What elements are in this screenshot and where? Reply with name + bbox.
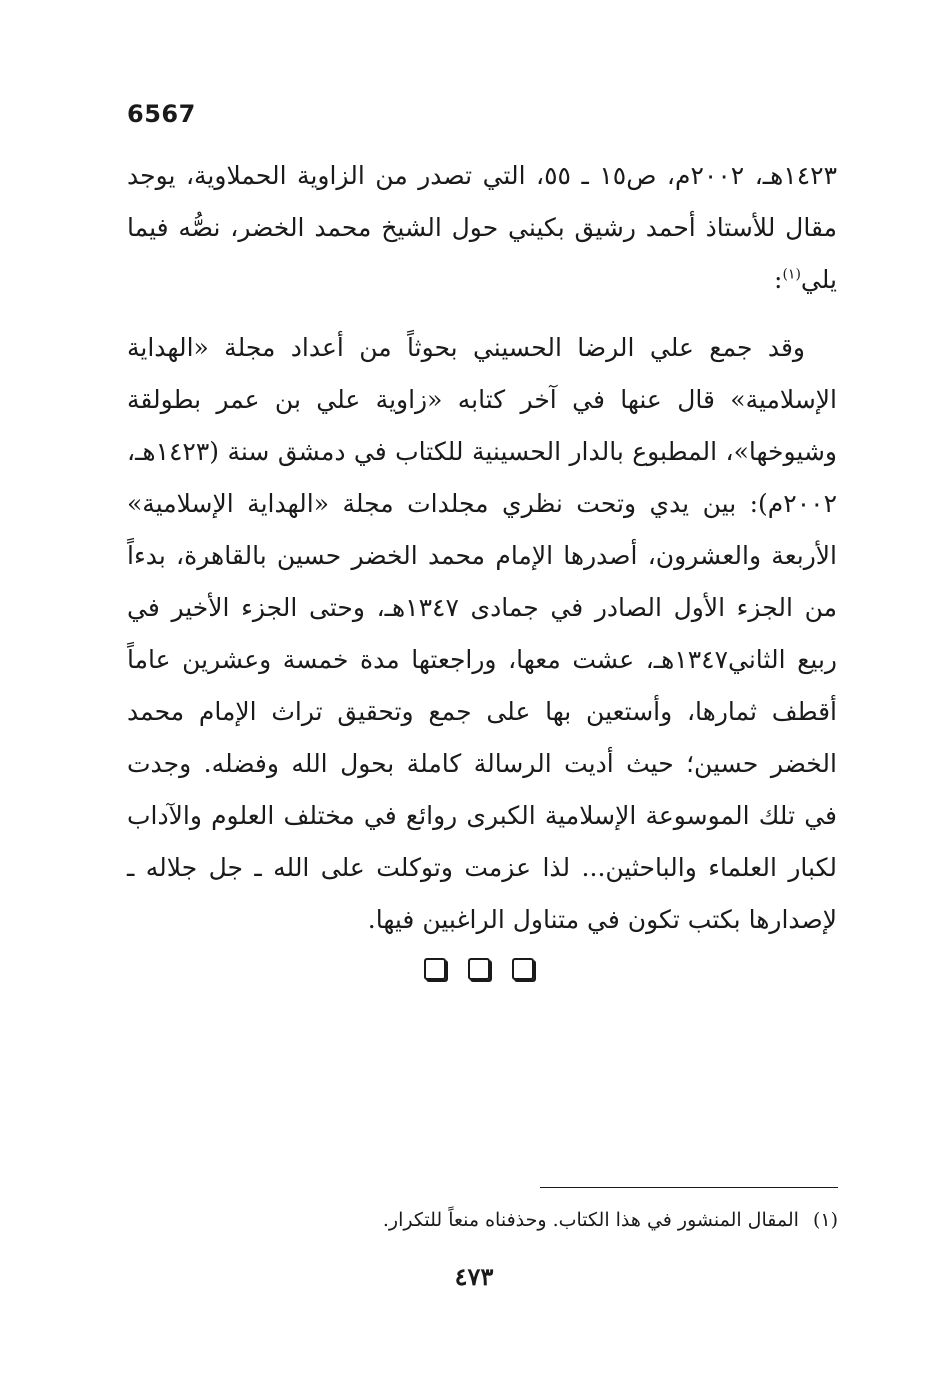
footnote-divider (540, 1187, 838, 1188)
footnote-reference: (١) (782, 266, 801, 283)
page-footer-number: ٤٧٣ (454, 1262, 494, 1291)
section-separator (424, 958, 534, 986)
paragraph-1 (127, 150, 837, 306)
page-header-number: 6567 (127, 100, 196, 128)
separator-square-icon (468, 958, 490, 980)
separator-square-icon (512, 958, 534, 980)
footnote-text: المقال المنشور في هذا الكتاب. وحذفناه منعاً للتكرار. (382, 1209, 799, 1231)
paragraph-1-end: : (774, 265, 783, 294)
footnote (127, 1204, 838, 1236)
paragraph-2: وقد جمع علي الرضا الحسيني بحوثاً من أعداد مجلة «الهداية الإسلامية» قال عنها في آخر كتابه «زاوية علي بن عمر بطولقة وشيوخها»، المطبوع بالدار الحسينية للكتاب في دمشق سنة (١٤٢٣هـ، ٢٠٠٢م): بين يدي وتحت نظري مجلدات مجلة «الهداية الإسلامية» الأربعة والعشرون، أصدرها الإمام محمد الخضر حسين بالقاهرة، بدءاً من الجزء الأول الصادر في جمادى ١٣٤٧هـ، وحتى الجزء الأخير في ربيع الثاني١٣٤٧هـ، عشت معها، وراجعتها مدة خمسة وعشرين عاماً أقطف ثمارها، وأستعين بها على جمع وتحقيق تراث الإمام محمد الخضر حسين؛ حيث أديت الرسالة كاملة بحول الله وفضله. وجدت في تلك الموسوعة الإسلامية الكبرى روائع في مختلف العلوم والآداب لكبار العلماء والباحثين... لذا عزمت وتوكلت على الله ـ جل جلاله ـ لإصدارها بكتب تكون في متناول الراغبين فيها. (127, 333, 838, 934)
paragraph-1-text: ١٤٢٣هـ، ٢٠٠٢م، ص١٥ ـ ٥٥، التي تصدر من الزاوية الحملاوية، يوجد مقال للأستاذ أحمد رشيق بكيني حول الشيخ محمد الخضر، نصُّه فيما يلي (127, 161, 838, 294)
separator-square-icon (424, 958, 446, 980)
body-text (127, 150, 837, 946)
footnote-number: (١) (812, 1209, 838, 1231)
